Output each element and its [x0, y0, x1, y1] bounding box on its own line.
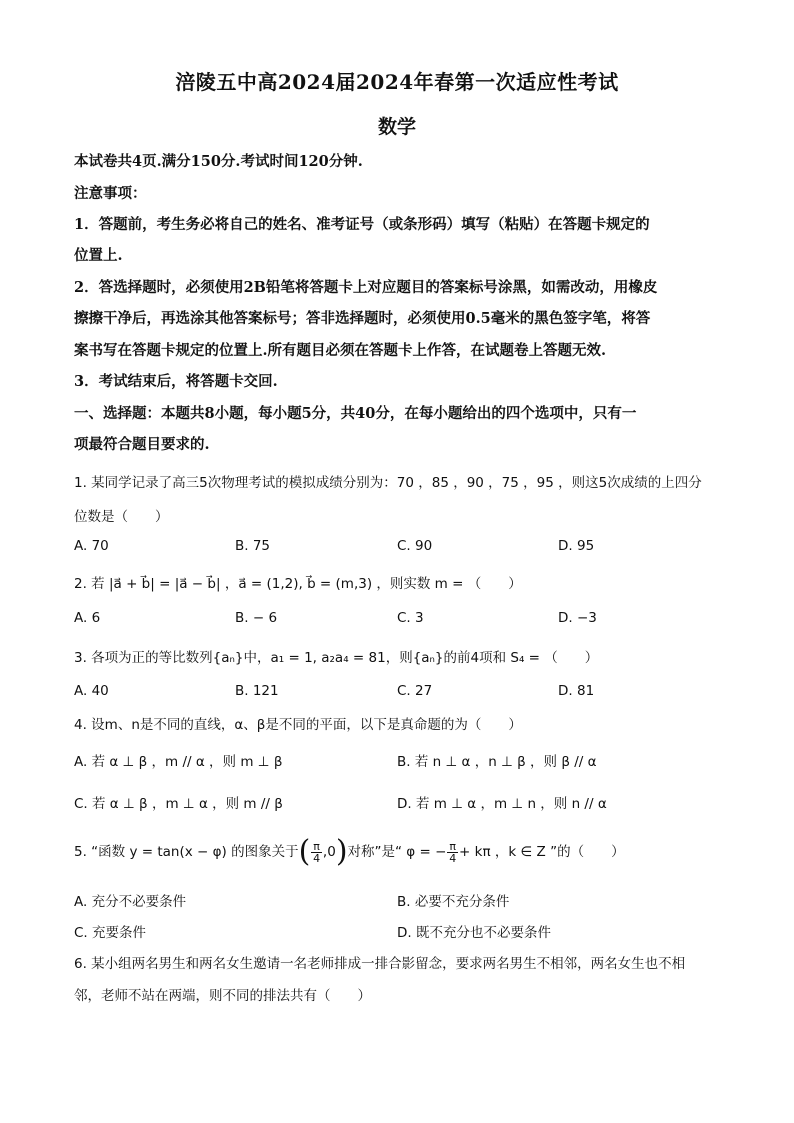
notice-item-2c: 案书写在答题卡规定的位置上.所有题目必须在答题卡上作答，在试题卷上答题无效. [74, 342, 607, 359]
q2-option-c: C. 3 [397, 610, 424, 626]
q1-option-d: D. 95 [558, 538, 595, 554]
question-5-line [74, 834, 625, 870]
q5-text-part3: 对称”是“ φ = − [347, 844, 447, 860]
q5-phi-numerator: π [449, 839, 457, 853]
q5-option-b: B. 必要不充分条件 [397, 894, 510, 910]
q4-option-c: C. 若 α ⊥ β ，m ⊥ α ，则 m // β [74, 796, 283, 812]
q1-option-b: B. 75 [235, 538, 271, 554]
question-3-line: 3. 各项为正的等比数列{aₙ}中，a₁ = 1, a₂a₄ = 81，则{aₙ}的前4项和 S₄ = （ ） [74, 650, 599, 666]
q5-open-paren: ( [298, 834, 311, 869]
notice-item-2a: 2．答选择题时，必须使用2B铅笔将答题卡上对应题目的答案标号涂黑，如需改动，用橡皮 [74, 279, 658, 296]
q5-option-d: D. 既不充分也不必要条件 [397, 925, 551, 941]
q5-point-denominator: 4 [313, 851, 321, 865]
q3-option-a: A. 40 [74, 683, 109, 699]
q1-option-c: C. 90 [397, 538, 433, 554]
question-2-line: 2. 若 |a⃗ + b⃗| = |a⃗ − b⃗| ，a⃗ = (1,2), b⃗ = (m,3) ，则实数 m = （ ） [74, 576, 522, 592]
q5-text-part2: ,0 [322, 844, 336, 860]
exam-info: 本试卷共4页.满分150分.考试时间120分钟. [74, 153, 363, 170]
q2-option-d: D. −3 [558, 610, 597, 626]
q5-close-paren: ) [335, 834, 348, 869]
question-6-line2: 邻，老师不站在两端，则不同的排法共有（ ） [74, 988, 371, 1004]
q5-phi-fraction [447, 841, 458, 864]
q3-option-c: C. 27 [397, 683, 433, 699]
question-6-line1: 6. 某小组两名男生和两名女生邀请一名老师排成一排合影留念，要求两名男生不相邻，两名女生也不相 [74, 956, 686, 972]
notice-item-1b: 位置上. [74, 247, 123, 264]
section-heading-line1: 一、选择题：本题共8小题，每小题5分，共40分，在每小题给出的四个选项中，只有一 [74, 405, 637, 422]
notice-title: 注意事项： [74, 185, 147, 202]
q4-option-b: B. 若 n ⊥ α ，n ⊥ β ，则 β // α [397, 754, 597, 770]
section-heading-line2: 项最符合题目要求的. [74, 436, 210, 453]
q5-option-a: A. 充分不必要条件 [74, 894, 187, 910]
q4-option-d: D. 若 m ⊥ α ，m ⊥ n ，则 n // α [397, 796, 607, 812]
question-1-line2: 位数是（ ） [74, 509, 169, 525]
q5-point-fraction [311, 841, 322, 864]
q2-option-a: A. 6 [74, 610, 101, 626]
question-4-line: 4. 设m、n是不同的直线，α、β是不同的平面，以下是真命题的为（ ） [74, 717, 522, 733]
q5-point-numerator: π [313, 839, 320, 853]
q3-option-d: D. 81 [558, 683, 595, 699]
exam-subject: 数学 [377, 116, 416, 138]
notice-item-1a: 1．答题前，考生务必将自己的姓名、准考证号（或条形码）填写（粘贴）在答题卡规定的 [74, 216, 650, 233]
q5-text-part1: 5. “函数 y = tan(x − φ) 的图象关于 [74, 844, 299, 860]
notice-item-2b: 擦擦干净后，再选涂其他答案标号；答非选择题时，必须使用0.5毫米的黑色签字笔，将答 [74, 310, 651, 327]
exam-title: 涪陵五中高2024届2024年春第一次适应性考试 [175, 70, 619, 94]
notice-item-3: 3．考试结束后，将答题卡交回. [74, 373, 278, 390]
question-1-line1: 1. 某同学记录了高三5次物理考试的模拟成绩分别为：70 ，85 ，90 ，75 ，95 ，则这5次成绩的上四分 [74, 475, 702, 491]
q5-phi-denominator: 4 [449, 851, 457, 865]
q5-text-part4: + kπ ，k ∈ Z ”的（ ） [459, 844, 625, 860]
q2-option-b: B. − 6 [235, 610, 278, 626]
q4-option-a: A. 若 α ⊥ β ，m // α ，则 m ⊥ β [74, 754, 283, 770]
q1-option-a: A. 70 [74, 538, 109, 554]
q3-option-b: B. 121 [235, 683, 279, 699]
q5-option-c: C. 充要条件 [74, 925, 147, 941]
